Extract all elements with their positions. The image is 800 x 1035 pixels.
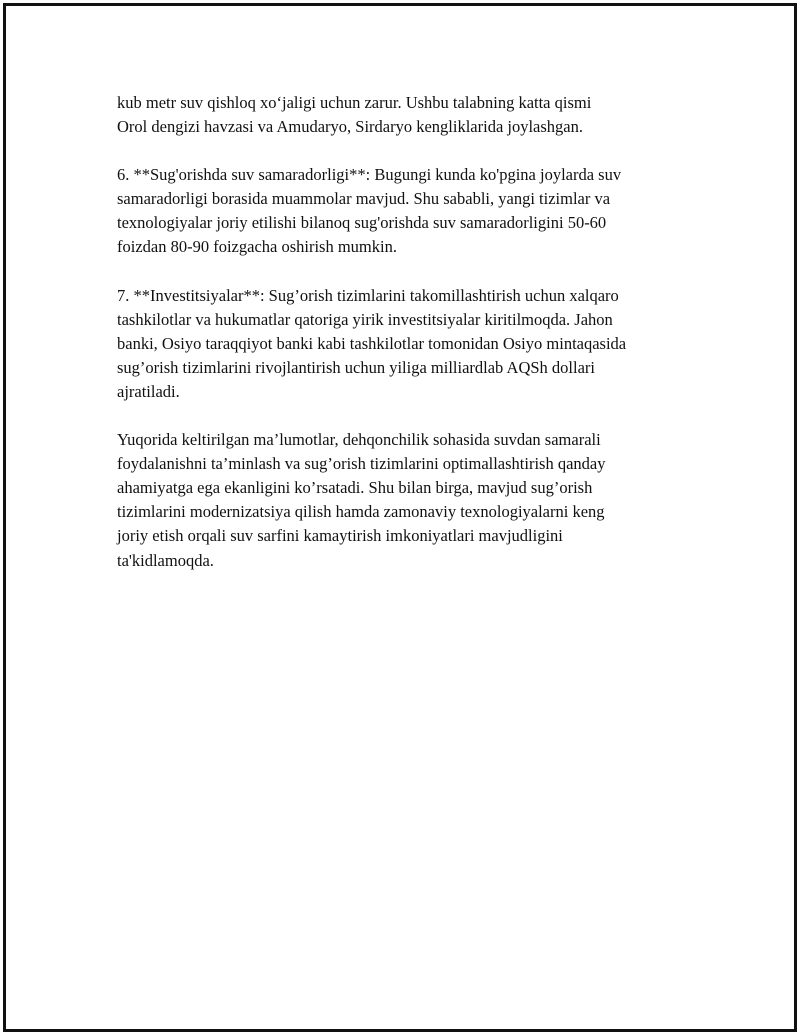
text-line: samaradorligi borasida muammolar mavjud. Shu sababli, yangi tizimlar va xyxy=(117,189,611,209)
text-line: ajratiladi. xyxy=(117,381,180,401)
text-line: Orol dengizi havzasi va Amudaryo, Sirdaryo kengliklarida joylashgan. xyxy=(117,117,584,137)
paragraph-investments xyxy=(117,284,692,404)
text-line: foydalanishni ta’minlash va sug’orish tizimlarini optimallashtirish qanday xyxy=(117,454,606,474)
text-line: joriy etish orqali suv sarfini kamaytirish imkoniyatlari mavjudligini xyxy=(117,526,563,546)
text-line: tashkilotlar va hukumatlar qatoriga yirik investitsiyalar kiritilmoqda. Jahon xyxy=(117,309,613,329)
text-line: 7. **Investitsiyalar**: Sug’orish tizimlarini takomillashtirish uchun xalqaro xyxy=(117,285,619,305)
document-body xyxy=(117,91,692,597)
text-line: tizimlarini modernizatsiya qilish hamda zamonaviy texnologiyalarni keng xyxy=(117,502,605,522)
text-line: sug’orish tizimlarini rivojlantirish uchun yiliga milliardlab AQSh dollari xyxy=(117,357,595,377)
text-line: Yuqorida keltirilgan ma’lumotlar, dehqonchilik sohasida suvdan samarali xyxy=(117,430,601,450)
text-line: 6. **Sug'orishda suv samaradorligi**: Bugungi kunda ko'pgina joylarda suv xyxy=(117,165,622,185)
paragraph-conclusion xyxy=(117,428,692,573)
text-line: ahamiyatga ega ekanligini ko’rsatadi. Shu bilan birga, mavjud sug’orish xyxy=(117,478,593,498)
text-line: foizdan 80-90 foizgacha oshirish mumkin. xyxy=(117,237,397,257)
text-line: ta'kidlamoqda. xyxy=(117,550,214,570)
text-line: texnologiyalar joriy etilishi bilanoq sug'orishda suv samaradorligini 50-60 xyxy=(117,213,607,233)
text-line: kub metr suv qishloq xo‘jaligi uchun zarur. Ushbu talabning katta qismi xyxy=(117,93,592,112)
paragraph-irrigation-efficiency xyxy=(117,163,692,259)
paragraph-water-demand xyxy=(117,91,692,139)
text-line: banki, Osiyo taraqqiyot banki kabi tashkilotlar tomonidan Osiyo mintaqasida xyxy=(117,333,627,353)
